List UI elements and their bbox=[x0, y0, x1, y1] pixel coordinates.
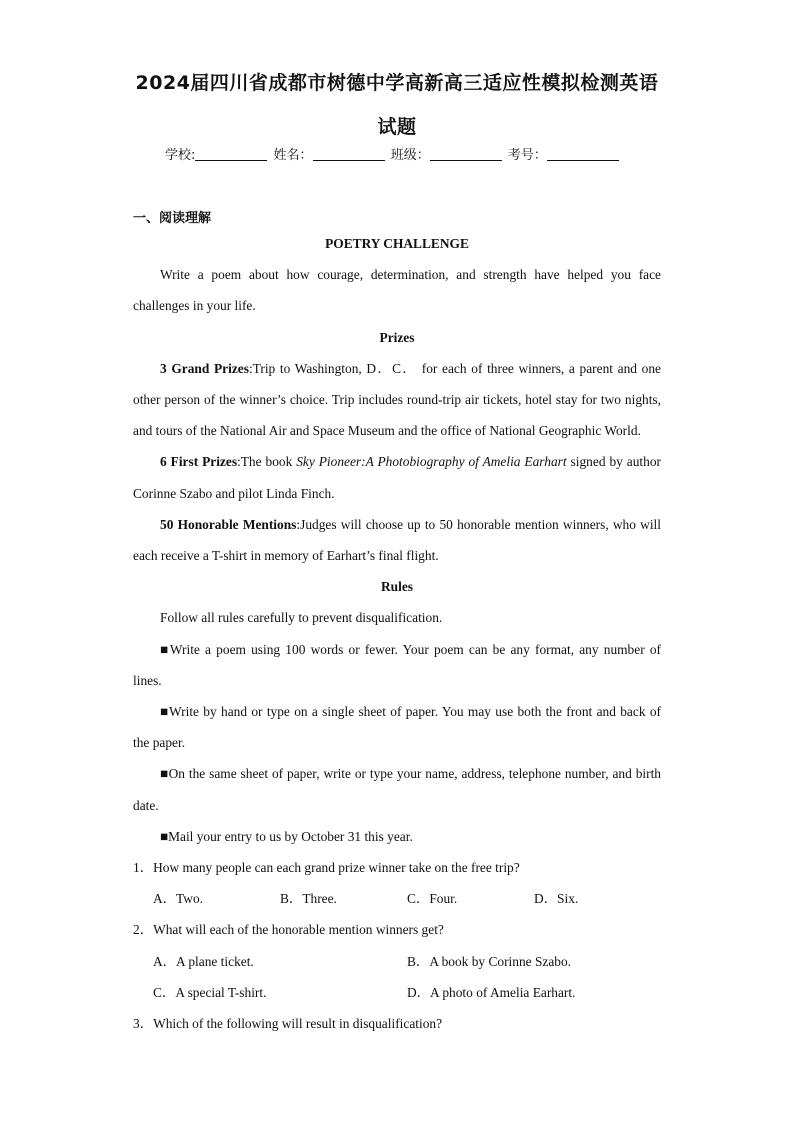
passage-title: POETRY CHALLENGE bbox=[325, 236, 469, 251]
honorable-mention-text: :Judges will choose up to 50 honorable mention winners, who will each receive a T-shirt in memory of Earhart’s final flight. bbox=[133, 516, 661, 564]
school-blank[interactable] bbox=[195, 148, 267, 161]
exam-title-line2: 试题 bbox=[377, 116, 417, 138]
question-1-stem: 1．How many people can each grand prize winner take on the free trip? bbox=[133, 860, 520, 876]
honorable-mention-label: 50 Honorable Mentions bbox=[160, 516, 297, 532]
number-blank[interactable] bbox=[547, 148, 619, 161]
prizes-heading: Prizes bbox=[379, 329, 415, 345]
reading-passage bbox=[133, 228, 661, 1039]
first-prize-text-b: signed by author Corinne Szabo and pilot Linda Finch. bbox=[133, 454, 661, 501]
school-label: 学校: bbox=[165, 148, 196, 163]
exam-title-line1: 2024届四川省成都市树德中学高新高三适应性模拟检测英语 bbox=[135, 72, 659, 94]
grand-prize-label: 3 Grand Prizes bbox=[160, 360, 249, 376]
first-prize-paragraph bbox=[133, 446, 661, 508]
option-b[interactable]: B．A book by Corinne Szabo. bbox=[407, 953, 572, 969]
name-label: 姓名： bbox=[273, 148, 313, 163]
rule-item: ■Mail your entry to us by October 31 this year. bbox=[160, 828, 413, 844]
book-title: Sky Pioneer:A Photobiography of Amelia Earhart bbox=[296, 454, 567, 470]
rule-item: ■Write by hand or type on a single sheet of paper. You may use both the front and back of the paper. bbox=[133, 704, 661, 751]
class-blank[interactable] bbox=[430, 148, 502, 161]
question-1-options bbox=[133, 883, 661, 914]
student-info-line bbox=[165, 144, 621, 163]
option-d[interactable]: D．A photo of Amelia Earhart. bbox=[407, 984, 576, 1000]
grand-prize-text: :Trip to Washington, D．C． for each of three winners, a parent and one other person of the winner’s choice. Trip includes round-trip air tickets, hotel stay for two nights, and tours of the National Air and Space Museum and the office of National Geographic World. bbox=[133, 360, 662, 439]
first-prize-label: 6 First Prizes bbox=[160, 454, 238, 470]
option-a[interactable]: A．A plane ticket. bbox=[153, 953, 254, 969]
rules-heading: Rules bbox=[381, 579, 413, 595]
passage-intro: Write a poem about how courage, determination, and strength have helped you face challenges in your life. bbox=[133, 267, 661, 314]
number-label: 考号： bbox=[507, 148, 547, 163]
question-2-options-row2 bbox=[133, 977, 661, 1008]
question-2-options-row1 bbox=[133, 946, 661, 977]
rules-intro: Follow all rules carefully to prevent disqualification. bbox=[160, 610, 443, 626]
option-d[interactable]: D．Six. bbox=[534, 891, 579, 907]
name-blank[interactable] bbox=[313, 148, 385, 161]
question-3-stem: 3．Which of the following will result in disqualification? bbox=[133, 1016, 443, 1032]
grand-prize-paragraph bbox=[133, 353, 661, 447]
option-a[interactable]: A．Two. bbox=[153, 891, 204, 907]
section-title: 一、阅读理解 bbox=[133, 211, 212, 226]
rule-item: ■Write a poem using 100 words or fewer. Your poem can be any format, any number of lines. bbox=[133, 641, 661, 688]
class-label: 班级： bbox=[390, 148, 430, 163]
first-prize-text-a: :The book bbox=[237, 454, 297, 470]
option-c[interactable]: C．A special T-shirt. bbox=[153, 984, 267, 1000]
rule-item: ■On the same sheet of paper, write or type your name, address, telephone number, and birth date. bbox=[133, 766, 661, 813]
honorable-mention-paragraph bbox=[133, 509, 661, 571]
question-2-stem: 2．What will each of the honorable mention winners get? bbox=[133, 922, 444, 938]
option-c[interactable]: C．Four. bbox=[407, 891, 458, 907]
option-b[interactable]: B．Three. bbox=[280, 891, 337, 907]
